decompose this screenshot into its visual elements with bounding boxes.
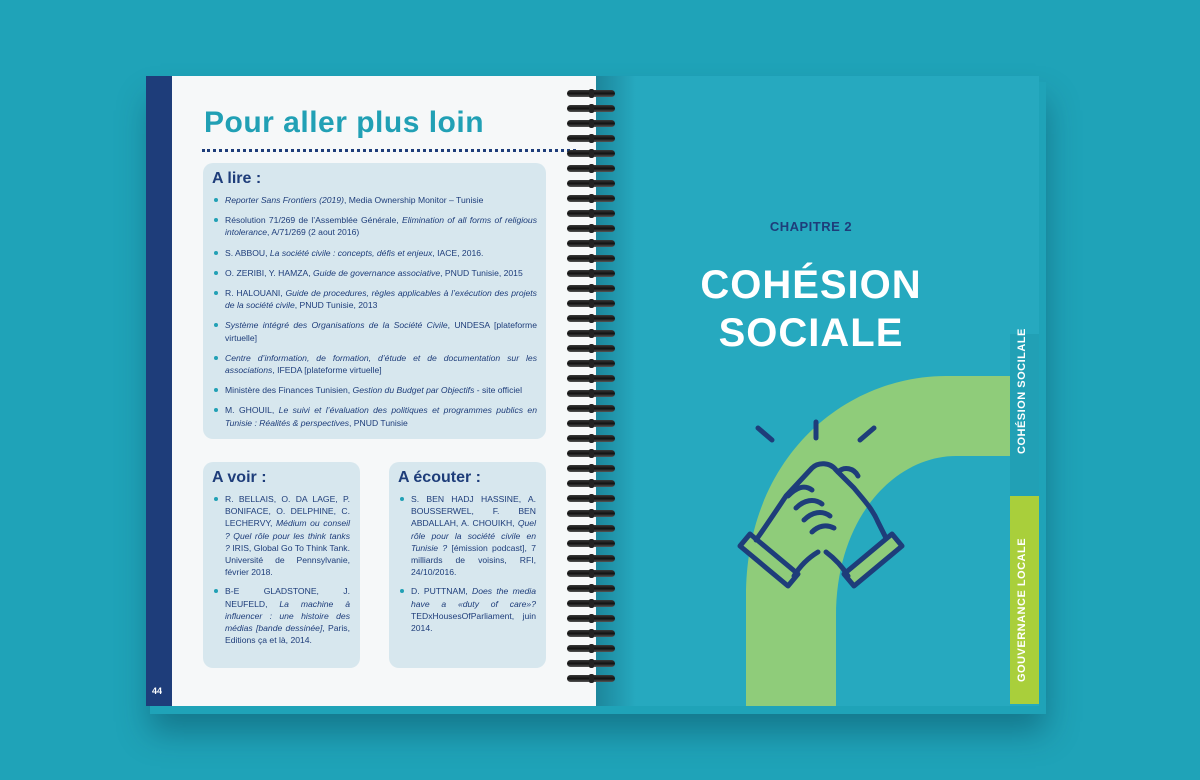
reference-item [399, 585, 536, 634]
reference-item [213, 319, 537, 343]
reference-item [213, 585, 350, 646]
reference-item [213, 247, 537, 259]
page-title: Pour aller plus loin [204, 106, 485, 139]
reference-text: Résolution 71/269 de l’Assemblée Générale, [225, 215, 403, 226]
spiral-ring [567, 255, 615, 262]
reference-text: , PNUD Tunisie [349, 417, 408, 428]
spiral-ring [567, 345, 615, 352]
spiral-ring [567, 435, 615, 442]
reference-item [213, 267, 537, 279]
page-edge-stripe [146, 76, 172, 706]
spiral-ring [567, 390, 615, 397]
reference-item [213, 352, 537, 376]
reading-box [203, 163, 546, 439]
spiral-ring [567, 165, 615, 172]
listen-box [389, 462, 546, 668]
spiral-ring [567, 570, 615, 577]
reference-item [213, 287, 537, 311]
reference-text: , A/71/269 (2 aout 2016) [267, 227, 360, 238]
spiral-ring [567, 405, 615, 412]
spiral-ring [567, 480, 615, 487]
spiral-ring [567, 375, 615, 382]
spiral-ring [567, 135, 615, 142]
reference-title: Guide de governance associative [313, 267, 441, 278]
reference-text: , PNUD Tunisie, 2013 [294, 300, 378, 311]
reference-title: Gestion du Budget par Objectifs [352, 385, 475, 396]
spiral-ring [567, 120, 615, 127]
reference-item [213, 493, 350, 578]
spiral-ring [567, 300, 615, 307]
spiral-ring [567, 330, 615, 337]
reference-item [213, 384, 537, 396]
reference-item [213, 404, 537, 428]
spiral-ring [567, 105, 615, 112]
reference-text: S. ABBOU, [225, 247, 270, 258]
reference-text: TEDxHousesOfParliament, juin 2014. [411, 610, 536, 634]
spiral-ring [567, 210, 615, 217]
reference-text: B-E GLADSTONE, J. NEUFELD, [225, 586, 350, 609]
reference-title: Médium ou conseil ? Quel rôle pour les think tanks ? [225, 518, 350, 553]
reference-text: , IACE, 2016. [432, 247, 484, 258]
spiral-binding [567, 90, 617, 690]
listen-list [399, 493, 536, 641]
spiral-ring [567, 285, 615, 292]
reference-text: R. HALOUANI, [225, 288, 286, 299]
reference-text: , Media Ownership Monitor – Tunisie [343, 195, 484, 205]
spiral-ring [567, 240, 615, 247]
left-page [146, 76, 596, 706]
title-divider [202, 149, 576, 152]
reading-heading: A lire : [212, 170, 262, 187]
reference-item [213, 214, 537, 238]
reference-title: Elimination of all forms of religious intolerance [225, 215, 537, 238]
spiral-ring [567, 585, 615, 592]
reference-title: Centre d’information, de formation, d’étude et de documentation sur les associations [225, 352, 537, 376]
reference-text: IRIS, Global Go To Think Tank. Université de Pennsylvanie, février 2018. [225, 542, 350, 578]
reference-title: Le suivi et l’évaluation des politiques et programmes publics en Tunisie : Réalités & perspectives [225, 405, 537, 428]
right-page [596, 76, 1039, 706]
reference-text: Ministère des Finances Tunisien, [225, 385, 353, 396]
reference-title: Reporter Sans Frontiers (2019) [225, 195, 344, 205]
spiral-ring [567, 195, 615, 202]
reference-text: [émission podcast], 7 milliards de voisins, RFI, 24/10/2016. [411, 542, 537, 578]
watch-box [203, 462, 360, 668]
chapter-title [596, 261, 1026, 357]
spiral-ring [567, 600, 615, 607]
reference-title: Guide de procedures, règles applicables à l’exécution des projets de la société civile [225, 288, 537, 311]
spiral-ring [567, 645, 615, 652]
spiral-ring [567, 90, 615, 97]
spiral-ring [567, 525, 615, 532]
reference-item [399, 493, 536, 578]
spiral-ring [567, 315, 615, 322]
spiral-ring [567, 270, 615, 277]
handshake-icon [726, 416, 916, 616]
reference-text: S. BEN HADJ HASSINE, A. BOUSSERWEL, F. BEN ABDALLAH, A. CHOUIKH, [411, 494, 536, 529]
reference-text: O. ZERIBI, Y. HAMZA, [225, 267, 314, 278]
watch-list [213, 493, 350, 653]
reference-title: Quel rôle pour la société civile en Tunisie ? [411, 518, 536, 553]
reference-title: Does the media have a «duty of care»? [411, 586, 536, 609]
spiral-ring [567, 495, 615, 502]
spiral-ring [567, 540, 615, 547]
side-tab-cohesion-label: COHÉSION SOCILALE [1016, 328, 1028, 454]
spiral-ring [567, 150, 615, 157]
spiral-ring [567, 630, 615, 637]
reference-text: M. GHOUIL, [225, 405, 279, 416]
spiral-ring [567, 465, 615, 472]
spiral-ring [567, 450, 615, 457]
spiral-ring [567, 360, 615, 367]
reference-text: , IFEDA [plateforme virtuelle] [272, 365, 382, 376]
spiral-ring [567, 555, 615, 562]
spiral-ring [567, 675, 615, 682]
reference-title: La machine à influencer : une histoire des médias [bande dessinée] [225, 598, 350, 634]
listen-heading: A écouter : [398, 469, 481, 486]
chapter-label: CHAPITRE 2 [769, 219, 853, 234]
reference-title: La société civile : concepts, défis et enjeux [269, 247, 433, 258]
spiral-ring [567, 510, 615, 517]
spiral-ring [567, 660, 615, 667]
spiral-ring [567, 180, 615, 187]
reading-list [213, 194, 537, 437]
spiral-ring [567, 420, 615, 427]
page-number: 44 [152, 686, 163, 696]
watch-heading: A voir : [212, 469, 267, 486]
reference-text: R. BELLAIS, O. DA LAGE, P. BONIFACE, O. DELPHINE, C. LECHERVY, [225, 494, 350, 529]
side-tab-gouvernance-label: GOUVERNANCE LOCALE [1016, 537, 1028, 682]
reference-text: , PNUD Tunisie, 2015 [440, 267, 523, 278]
reference-title: Système intégré des Organisations de la Société Civile [225, 320, 448, 331]
chapter-title-line1: COHÉSION [700, 263, 922, 307]
reference-text: D. PUTTNAM, [411, 586, 473, 597]
reference-item [213, 194, 537, 206]
spiral-ring [567, 615, 615, 622]
spiral-ring [567, 225, 615, 232]
reference-text: , UNDESA [plateforme virtuelle] [225, 320, 537, 343]
reference-text: - site officiel [474, 385, 522, 396]
reference-text: , Paris, Editions ça et là, 2014. [225, 623, 350, 646]
chapter-title-line2: SOCIALE [718, 311, 904, 355]
